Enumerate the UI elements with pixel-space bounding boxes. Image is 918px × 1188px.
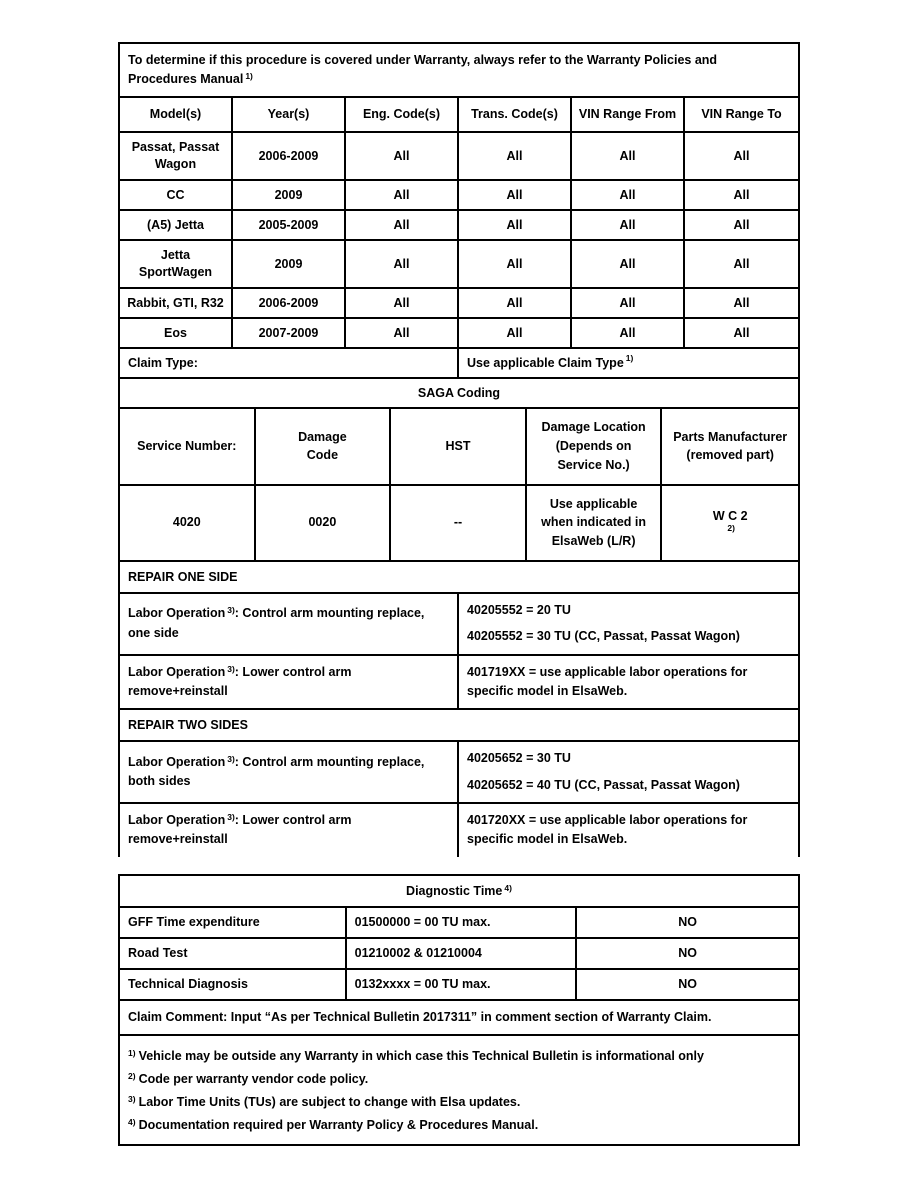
saga-header-line: Damage xyxy=(298,429,347,444)
vin-to-cell: All xyxy=(685,133,798,181)
col-header-trans-codes: Trans. Code(s) xyxy=(459,98,572,134)
warranty-intro xyxy=(120,44,798,98)
labor-code-line: 40205652 = 40 TU (CC, Passat, Passat Wagon) xyxy=(467,777,740,792)
labor-label-text: Labor Operation 3): Lower control arm remove+reinstall xyxy=(128,812,352,847)
saga-header-damage-location xyxy=(527,409,663,485)
claim-type-label: Claim Type: xyxy=(120,349,459,379)
trans-code-cell: All xyxy=(459,289,572,319)
saga-header-parts-manufacturer xyxy=(662,409,798,485)
labor-label-text: Labor Operation 3): Control arm mounting replace, one side xyxy=(128,605,425,640)
years-cell: 2005-2009 xyxy=(233,211,346,241)
model-cell: CC xyxy=(120,181,233,211)
saga-header-line: HST xyxy=(445,439,471,453)
footnote-marker: 2) xyxy=(128,1071,136,1082)
col-header-years: Year(s) xyxy=(233,98,346,134)
vin-to-cell: All xyxy=(685,289,798,319)
trans-code-cell: All xyxy=(459,211,572,241)
labor-code-line: 401720XX = use applicable labor operations for specific model in ElsaWeb. xyxy=(467,813,748,847)
repair-one-side-title: REPAIR ONE SIDE xyxy=(120,562,798,594)
eng-code-cell: All xyxy=(346,241,459,289)
diagnostic-code: 01500000 = 00 TU max. xyxy=(347,908,578,939)
diagnostic-time-title xyxy=(120,876,798,908)
warranty-table xyxy=(118,42,800,857)
labor-label-text: Labor Operation 3): Control arm mounting replace, both sides xyxy=(128,753,425,789)
saga-parts-value-text: W C 2 xyxy=(712,508,748,523)
footnote-ref-1: 1) xyxy=(625,353,634,364)
labor-code-line: 40205552 = 30 TU (CC, Passat, Passat Wagon) xyxy=(467,629,740,644)
footnotes-block xyxy=(120,1036,798,1144)
col-header-vin-from: VIN Range From xyxy=(572,98,685,134)
model-cell: Rabbit, GTI, R32 xyxy=(120,289,233,319)
saga-service-number-value: 4020 xyxy=(120,486,256,562)
labor-operation-label xyxy=(120,594,459,656)
saga-damage-location-value: Use applicable when indicated in ElsaWeb (L/R) xyxy=(527,486,663,562)
vehicle-row-cc xyxy=(120,181,798,211)
years-cell: 2009 xyxy=(233,181,346,211)
model-cell: Eos xyxy=(120,319,233,349)
vin-from-cell: All xyxy=(572,211,685,241)
eng-code-cell: All xyxy=(346,181,459,211)
saga-header-line: (Depends on Service No.) xyxy=(555,439,632,472)
labor-row xyxy=(120,804,798,857)
saga-header-service-number xyxy=(120,409,256,485)
vin-to-cell: All xyxy=(685,181,798,211)
diagnostic-item: GFF Time expenditure xyxy=(120,908,347,939)
vehicle-row-rabbit xyxy=(120,289,798,319)
diagnostic-covered: NO xyxy=(577,908,798,939)
footnote-text: Documentation required per Warranty Policy & Procedures Manual. xyxy=(138,1117,539,1132)
labor-label-text: Labor Operation 3): Lower control arm remove+reinstall xyxy=(128,663,352,698)
labor-row xyxy=(120,656,798,711)
saga-value-row xyxy=(120,486,798,562)
vehicle-row-eos xyxy=(120,319,798,349)
vin-to-cell: All xyxy=(685,241,798,289)
years-cell: 2007-2009 xyxy=(233,319,346,349)
diagnostic-code: 0132xxxx = 00 TU max. xyxy=(347,970,578,1001)
eng-code-cell: All xyxy=(346,133,459,181)
diagnostic-row-technical-diagnosis xyxy=(120,970,798,1001)
footnote-marker: 4) xyxy=(128,1116,136,1127)
saga-header-line: Parts Manufacturer xyxy=(673,429,788,444)
footnote-2 xyxy=(128,1071,790,1088)
saga-header-line: Damage Location xyxy=(541,420,646,435)
labor-operation-label xyxy=(120,656,459,711)
labor-operation-codes xyxy=(459,594,798,656)
claim-type-value xyxy=(459,349,798,379)
trans-code-cell: All xyxy=(459,133,572,181)
footnote-marker: 3) xyxy=(128,1094,136,1104)
diagnostic-row-gff xyxy=(120,908,798,939)
labor-operation-label xyxy=(120,742,459,804)
col-header-models: Model(s) xyxy=(120,98,233,134)
saga-header-line: Code xyxy=(306,448,339,463)
years-cell: 2006-2009 xyxy=(233,133,346,181)
diagnostic-time-title-text: Diagnostic Time xyxy=(406,883,503,898)
claim-comment: Claim Comment: Input “As per Technical Bulletin 2017311” in comment section of Warranty Claim. xyxy=(120,1001,798,1037)
diagnostic-item: Road Test xyxy=(120,939,347,970)
vin-to-cell: All xyxy=(685,211,798,241)
vin-from-cell: All xyxy=(572,241,685,289)
saga-header-line: (removed part) xyxy=(686,448,774,463)
labor-code-line: 40205552 = 20 TU xyxy=(467,602,571,617)
saga-header-row xyxy=(120,409,798,485)
footnote-ref-2: 2) xyxy=(727,522,735,533)
footnote-ref-3: 3) xyxy=(227,605,235,616)
footnote-text: Vehicle may be outside any Warranty in which case this Technical Bulletin is informational only xyxy=(138,1049,704,1064)
labor-code-line: 401719XX = use applicable labor operations for specific model in ElsaWeb. xyxy=(467,664,748,698)
diagnostic-item: Technical Diagnosis xyxy=(120,970,347,1001)
vehicle-row-sportwagen xyxy=(120,241,798,289)
warranty-intro-line2: Procedures Manual xyxy=(128,72,244,87)
model-cell: Passat, Passat Wagon xyxy=(120,133,233,181)
footnote-text: Code per warranty vendor code policy. xyxy=(138,1072,369,1087)
claim-type-value-text: Use applicable Claim Type xyxy=(467,355,624,370)
diagnostic-time-table xyxy=(118,874,800,1146)
vehicle-header-row xyxy=(120,98,798,134)
years-cell: 2006-2009 xyxy=(233,289,346,319)
labor-operation-codes xyxy=(459,742,798,804)
footnote-ref-4: 4) xyxy=(504,882,512,893)
years-cell: 2009 xyxy=(233,241,346,289)
saga-damage-code-value: 0020 xyxy=(256,486,392,562)
eng-code-cell: All xyxy=(346,319,459,349)
vehicle-row-passat xyxy=(120,133,798,181)
labor-operation-codes xyxy=(459,804,798,857)
document-sheet xyxy=(118,0,800,1146)
footnote-ref-3: 3) xyxy=(227,663,235,674)
vin-from-cell: All xyxy=(572,181,685,211)
col-header-vin-to: VIN Range To xyxy=(685,98,798,134)
diagnostic-code: 01210002 & 01210004 xyxy=(347,939,578,970)
labor-row xyxy=(120,742,798,804)
eng-code-cell: All xyxy=(346,211,459,241)
footnote-4 xyxy=(128,1117,790,1134)
footnote-ref-3: 3) xyxy=(227,812,235,822)
col-header-eng-codes: Eng. Code(s) xyxy=(346,98,459,134)
labor-operation-codes xyxy=(459,656,798,711)
labor-code-line: 40205652 = 30 TU xyxy=(467,751,571,766)
model-cell: (A5) Jetta xyxy=(120,211,233,241)
claim-type-row xyxy=(120,349,798,379)
diagnostic-covered: NO xyxy=(577,970,798,1001)
footnote-marker: 1) xyxy=(128,1048,136,1059)
saga-header-line: Service Number: xyxy=(137,439,237,453)
footnote-1 xyxy=(128,1048,790,1065)
vin-from-cell: All xyxy=(572,289,685,319)
repair-two-sides-title: REPAIR TWO SIDES xyxy=(120,710,798,742)
labor-operation-label xyxy=(120,804,459,857)
footnote-3 xyxy=(128,1094,790,1111)
diagnostic-row-road-test xyxy=(120,939,798,970)
eng-code-cell: All xyxy=(346,289,459,319)
vin-from-cell: All xyxy=(572,133,685,181)
saga-coding-title: SAGA Coding xyxy=(120,379,798,409)
saga-header-damage-code xyxy=(256,409,392,485)
saga-header-hst xyxy=(391,409,527,485)
trans-code-cell: All xyxy=(459,241,572,289)
saga-hst-value: -- xyxy=(391,486,527,562)
warranty-intro-line1: To determine if this procedure is covered under Warranty, always refer to the Warranty Policies and xyxy=(128,53,718,67)
footnote-ref-3: 3) xyxy=(227,753,235,764)
footnote-text: Labor Time Units (TUs) are subject to change with Elsa updates. xyxy=(138,1095,521,1109)
vin-to-cell: All xyxy=(685,319,798,349)
trans-code-cell: All xyxy=(459,319,572,349)
vehicle-row-jetta xyxy=(120,211,798,241)
model-cell: Jetta SportWagen xyxy=(120,241,233,289)
saga-parts-manufacturer-value xyxy=(662,486,798,562)
labor-row xyxy=(120,594,798,656)
footnote-ref-1: 1) xyxy=(245,71,253,82)
vin-from-cell: All xyxy=(572,319,685,349)
trans-code-cell: All xyxy=(459,181,572,211)
diagnostic-covered: NO xyxy=(577,939,798,970)
